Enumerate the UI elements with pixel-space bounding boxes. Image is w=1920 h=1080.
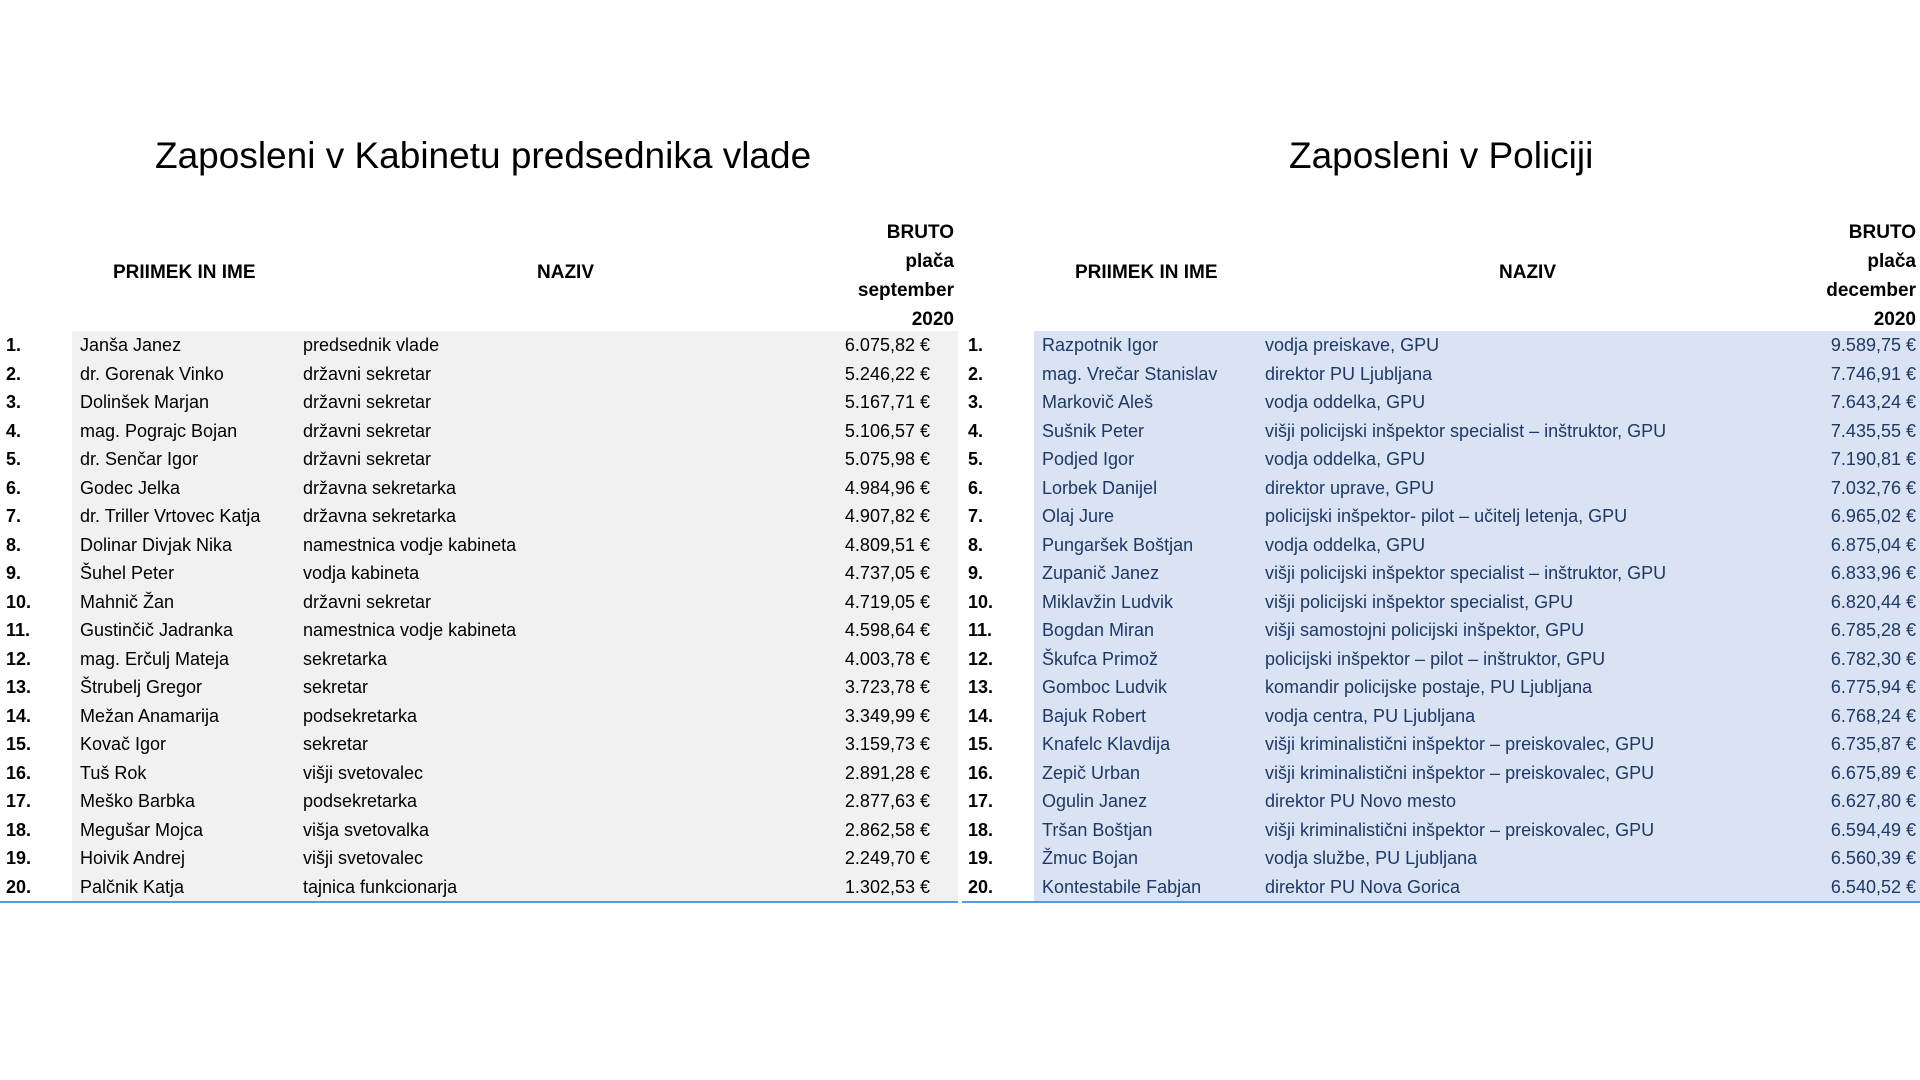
- employee-name: dr. Triller Vrtovec Katja: [80, 506, 261, 526]
- employee-title: višji policijski inšpektor specialist – inštruktor, GPU: [1265, 420, 1667, 441]
- employee-name: Podjed Igor: [1042, 449, 1135, 469]
- employee-name: Olaj Jure: [1042, 506, 1115, 526]
- employee-name: Lorbek Danijel: [1042, 477, 1158, 498]
- employee-name: Žmuc Bojan: [1042, 848, 1139, 868]
- police-header-salary: [1826, 218, 1916, 334]
- employee-name: Gustinčič Jadranka: [80, 620, 234, 640]
- table-row: [962, 844, 1920, 873]
- row-background: [1034, 331, 1920, 360]
- table-row: [962, 388, 1920, 417]
- employee-name: Šuhel Peter: [80, 563, 175, 583]
- row-number: 14.: [968, 705, 994, 726]
- gross-salary: 6.782,30 €: [1830, 648, 1916, 669]
- gross-salary: 7.190,81 €: [1830, 449, 1916, 469]
- employee-title: državni sekretar: [303, 420, 432, 441]
- table-row: [0, 474, 958, 503]
- employee-title: višji kriminalistični inšpektor – preiskovalec, GPU: [1265, 734, 1655, 754]
- employee-title: direktor PU Ljubljana: [1265, 363, 1433, 384]
- employee-title: podsekretarka: [303, 705, 418, 726]
- row-number: 9.: [6, 563, 22, 583]
- employee-title: višji samostojni policijski inšpektor, GPU: [1265, 620, 1585, 640]
- salary-header-line: 2020: [1873, 309, 1916, 330]
- row-background: [1034, 474, 1920, 503]
- row-number: 7.: [6, 506, 22, 526]
- table-row: [0, 588, 958, 617]
- gross-salary: 6.735,87 €: [1830, 734, 1916, 754]
- gross-salary: 7.032,76 €: [1830, 477, 1916, 498]
- employee-name: Kontestabile Fabjan: [1042, 876, 1202, 897]
- employee-name: Kovač Igor: [80, 734, 167, 754]
- row-number: 14.: [6, 705, 32, 726]
- employee-title: predsednik vlade: [303, 335, 440, 355]
- row-number: 3.: [968, 392, 984, 412]
- row-number: 11.: [968, 620, 993, 640]
- gross-salary: 7.435,55 €: [1830, 420, 1916, 441]
- row-number: 17.: [968, 791, 994, 811]
- gross-salary: 4.737,05 €: [844, 563, 930, 583]
- row-number: 19.: [6, 848, 32, 868]
- gross-salary: 1.302,53 €: [844, 876, 930, 897]
- table-row: [962, 331, 1920, 360]
- employee-name: Sušnik Peter: [1042, 420, 1145, 441]
- table-row: [0, 645, 958, 674]
- table-row: [962, 702, 1920, 731]
- employee-name: Tuš Rok: [80, 762, 147, 783]
- row-number: 8.: [6, 534, 22, 555]
- row-number: 1.: [6, 335, 22, 355]
- employee-name: Hoivik Andrej: [80, 848, 186, 868]
- employee-title: višji svetovalec: [303, 762, 424, 783]
- employee-title: policijski inšpektor- pilot – učitelj letenja, GPU: [1265, 506, 1628, 526]
- employee-name: Megušar Mojca: [80, 819, 204, 840]
- row-background: [72, 759, 958, 788]
- employee-title: tajnica funkcionarja: [303, 876, 458, 897]
- table-row: [0, 559, 958, 588]
- employee-name: Štrubelj Gregor: [80, 677, 203, 697]
- gross-salary: 7.746,91 €: [1830, 363, 1916, 384]
- gross-salary: 2.862,58 €: [844, 819, 930, 840]
- employee-title: direktor uprave, GPU: [1265, 477, 1435, 498]
- cabinet-title: Zaposleni v Kabinetu predsednika vlade: [155, 135, 812, 176]
- cabinet-header-salary: [858, 218, 954, 334]
- row-number: 18.: [6, 819, 32, 840]
- table-row: [0, 531, 958, 560]
- employee-name: Ogulin Janez: [1042, 791, 1148, 811]
- table-row: [962, 816, 1920, 845]
- gross-salary: 6.875,04 €: [1830, 534, 1916, 555]
- row-number: 2.: [6, 363, 22, 384]
- employee-name: Palčnik Katja: [80, 876, 185, 897]
- row-background: [72, 816, 958, 845]
- row-background: [72, 787, 958, 816]
- row-number: 5.: [968, 449, 984, 469]
- employee-name: Tršan Boštjan: [1042, 819, 1153, 840]
- employee-title: vodja oddelka, GPU: [1265, 534, 1426, 555]
- employee-name: Zepič Urban: [1042, 762, 1141, 783]
- gross-salary: 6.627,80 €: [1830, 791, 1916, 811]
- employee-name: Markovič Aleš: [1042, 392, 1154, 412]
- row-number: 16.: [968, 762, 994, 783]
- table-row: [962, 730, 1920, 759]
- employee-name: Mežan Anamarija: [80, 705, 220, 726]
- table-row: [962, 673, 1920, 702]
- cabinet-table-bottom-border: [0, 901, 958, 903]
- employee-title: državna sekretarka: [303, 506, 457, 526]
- employee-title: višji policijski inšpektor specialist, GPU: [1265, 591, 1574, 612]
- salary-header-line: september: [857, 280, 954, 301]
- employee-title: namestnica vodje kabineta: [303, 620, 517, 640]
- row-number: 20.: [968, 876, 994, 897]
- gross-salary: 6.965,02 €: [1830, 506, 1916, 526]
- gross-salary: 2.877,63 €: [844, 791, 930, 811]
- employee-name: Godec Jelka: [80, 477, 181, 498]
- employee-title: komandir policijske postaje, PU Ljubljana: [1265, 677, 1593, 697]
- police-header-name: PRIIMEK IN IME: [1075, 262, 1218, 283]
- employee-name: mag. Vrečar Stanislav: [1042, 363, 1218, 384]
- row-number: 11.: [6, 620, 31, 640]
- employee-title: višja svetovalka: [303, 819, 430, 840]
- police-table-bottom-border: [962, 901, 1920, 903]
- row-background: [72, 331, 958, 360]
- salary-header-line: plača: [1867, 251, 1916, 272]
- row-number: 4.: [6, 420, 22, 441]
- employee-name: Meško Barbka: [80, 791, 196, 811]
- employee-title: višji kriminalistični inšpektor – preiskovalec, GPU: [1265, 819, 1655, 840]
- employee-name: Knafelc Klavdija: [1042, 734, 1171, 754]
- gross-salary: 5.075,98 €: [844, 449, 930, 469]
- table-row: [0, 388, 958, 417]
- gross-salary: 3.159,73 €: [844, 734, 930, 754]
- cabinet-header-name: PRIIMEK IN IME: [113, 262, 256, 283]
- employee-title: državni sekretar: [303, 363, 432, 384]
- gross-salary: 5.167,71 €: [844, 392, 930, 412]
- employee-title: policijski inšpektor – pilot – inštruktor, GPU: [1265, 648, 1606, 669]
- gross-salary: 4.003,78 €: [844, 648, 930, 669]
- employee-name: Mahnič Žan: [80, 591, 175, 612]
- gross-salary: 4.907,82 €: [844, 506, 930, 526]
- employee-name: Bogdan Miran: [1042, 620, 1155, 640]
- gross-salary: 9.589,75 €: [1830, 335, 1916, 355]
- row-number: 8.: [968, 534, 984, 555]
- table-row: [962, 474, 1920, 503]
- employee-title: direktor PU Nova Gorica: [1265, 876, 1461, 897]
- table-row: [0, 417, 958, 446]
- employee-name: Gomboc Ludvik: [1042, 677, 1168, 697]
- employee-name: dr. Senčar Igor: [80, 449, 199, 469]
- employee-name: Razpotnik Igor: [1042, 335, 1159, 355]
- table-row: [962, 559, 1920, 588]
- cabinet-table-body: [0, 331, 958, 901]
- row-number: 19.: [968, 848, 994, 868]
- gross-salary: 6.594,49 €: [1830, 819, 1916, 840]
- table-row: [962, 531, 1920, 560]
- employee-name: Dolinar Divjak Nika: [80, 534, 233, 555]
- salary-header-line: 2020: [911, 309, 954, 330]
- table-row: [0, 844, 958, 873]
- employee-title: državni sekretar: [303, 392, 432, 412]
- employee-title: sekretar: [303, 734, 369, 754]
- row-number: 10.: [968, 591, 994, 612]
- table-row: [962, 873, 1920, 902]
- employee-title: državna sekretarka: [303, 477, 457, 498]
- employee-title: vodja službe, PU Ljubljana: [1265, 848, 1478, 868]
- employee-title: državni sekretar: [303, 591, 432, 612]
- employee-name: dr. Gorenak Vinko: [80, 363, 224, 384]
- table-row: [0, 673, 958, 702]
- employee-title: podsekretarka: [303, 791, 418, 811]
- row-number: 13.: [968, 677, 994, 697]
- row-number: 20.: [6, 876, 32, 897]
- table-row: [962, 417, 1920, 446]
- police-header-title: NAZIV: [1499, 262, 1556, 283]
- table-row: [0, 816, 958, 845]
- employee-title: vodja oddelka, GPU: [1265, 449, 1426, 469]
- row-number: 2.: [968, 363, 984, 384]
- row-number: 1.: [968, 335, 984, 355]
- table-row: [962, 588, 1920, 617]
- salary-header-line: BRUTO: [886, 222, 954, 243]
- table-row: [0, 787, 958, 816]
- employee-title: sekretarka: [303, 648, 388, 669]
- police-table-body: [962, 331, 1920, 901]
- row-background: [72, 445, 958, 474]
- employee-title: direktor PU Novo mesto: [1265, 791, 1457, 811]
- gross-salary: 4.984,96 €: [844, 477, 930, 498]
- row-background: [72, 730, 958, 759]
- row-number: 5.: [6, 449, 22, 469]
- employee-name: Dolinšek Marjan: [80, 392, 210, 412]
- row-background: [72, 844, 958, 873]
- employee-title: vodja preiskave, GPU: [1265, 335, 1440, 355]
- row-number: 18.: [968, 819, 994, 840]
- gross-salary: 6.560,39 €: [1830, 848, 1916, 868]
- row-number: 3.: [6, 392, 22, 412]
- employee-name: Zupanič Janez: [1042, 563, 1160, 583]
- gross-salary: 4.809,51 €: [844, 534, 930, 555]
- row-number: 9.: [968, 563, 984, 583]
- employee-name: Miklavžin Ludvik: [1042, 591, 1174, 612]
- row-number: 10.: [6, 591, 32, 612]
- gross-salary: 6.785,28 €: [1830, 620, 1916, 640]
- employee-title: vodja oddelka, GPU: [1265, 392, 1426, 412]
- row-number: 12.: [6, 648, 32, 669]
- employee-title: državni sekretar: [303, 449, 432, 469]
- gross-salary: 5.246,22 €: [844, 363, 930, 384]
- row-number: 15.: [6, 734, 32, 754]
- row-number: 16.: [6, 762, 32, 783]
- table-row: [0, 759, 958, 788]
- row-number: 4.: [968, 420, 984, 441]
- row-background: [72, 474, 958, 503]
- employee-title: višji policijski inšpektor specialist – inštruktor, GPU: [1265, 563, 1667, 583]
- cabinet-header-title: NAZIV: [537, 262, 594, 283]
- salary-header-line: december: [1826, 280, 1916, 301]
- employee-title: vodja centra, PU Ljubljana: [1265, 705, 1476, 726]
- gross-salary: 6.775,94 €: [1830, 677, 1916, 697]
- table-row: [962, 360, 1920, 389]
- employee-name: Janša Janez: [80, 335, 182, 355]
- gross-salary: 5.106,57 €: [844, 420, 930, 441]
- row-number: 13.: [6, 677, 32, 697]
- gross-salary: 6.833,96 €: [1830, 563, 1916, 583]
- employee-name: mag. Pograjc Bojan: [80, 420, 238, 441]
- gross-salary: 3.349,99 €: [844, 705, 930, 726]
- table-row: [962, 787, 1920, 816]
- gross-salary: 3.723,78 €: [844, 677, 930, 697]
- row-number: 6.: [968, 477, 984, 498]
- table-row: [962, 759, 1920, 788]
- gross-salary: 7.643,24 €: [1830, 392, 1916, 412]
- gross-salary: 2.891,28 €: [844, 762, 930, 783]
- employee-title: namestnica vodje kabineta: [303, 534, 517, 555]
- table-row: [0, 730, 958, 759]
- row-background: [1034, 388, 1920, 417]
- row-background: [72, 873, 958, 902]
- row-background: [1034, 702, 1920, 731]
- table-row: [962, 645, 1920, 674]
- employee-name: Pungaršek Boštjan: [1042, 534, 1194, 555]
- gross-salary: 6.820,44 €: [1830, 591, 1916, 612]
- employee-name: Škufca Primož: [1042, 648, 1159, 669]
- row-background: [1034, 445, 1920, 474]
- table-row: [0, 616, 958, 645]
- employee-title: višji kriminalistični inšpektor – preiskovalec, GPU: [1265, 762, 1655, 783]
- row-background: [1034, 787, 1920, 816]
- employee-title: višji svetovalec: [303, 848, 424, 868]
- employee-name: Bajuk Robert: [1042, 705, 1147, 726]
- table-row: [0, 445, 958, 474]
- row-background: [72, 588, 958, 617]
- row-number: 17.: [6, 791, 32, 811]
- gross-salary: 4.719,05 €: [844, 591, 930, 612]
- gross-salary: 6.540,52 €: [1830, 876, 1916, 897]
- gross-salary: 4.598,64 €: [844, 620, 930, 640]
- police-title: Zaposleni v Policiji: [1289, 135, 1594, 176]
- table-row: [962, 616, 1920, 645]
- table-row: [0, 331, 958, 360]
- salary-header-line: plača: [905, 251, 954, 272]
- gross-salary: 6.675,89 €: [1830, 762, 1916, 783]
- row-background: [72, 559, 958, 588]
- row-number: 12.: [968, 648, 994, 669]
- row-number: 7.: [968, 506, 984, 526]
- table-row: [0, 873, 958, 902]
- table-row: [962, 445, 1920, 474]
- row-number: 6.: [6, 477, 22, 498]
- table-row: [0, 702, 958, 731]
- table-row: [962, 502, 1920, 531]
- table-row: [0, 502, 958, 531]
- table-row: [0, 360, 958, 389]
- employee-name: mag. Erčulj Mateja: [80, 648, 230, 669]
- salary-header-line: BRUTO: [1848, 222, 1916, 243]
- gross-salary: 2.249,70 €: [844, 848, 930, 868]
- employee-title: vodja kabineta: [303, 563, 420, 583]
- gross-salary: 6.768,24 €: [1830, 705, 1916, 726]
- row-background: [72, 673, 958, 702]
- gross-salary: 6.075,82 €: [844, 335, 930, 355]
- row-number: 15.: [968, 734, 994, 754]
- employee-title: sekretar: [303, 677, 369, 697]
